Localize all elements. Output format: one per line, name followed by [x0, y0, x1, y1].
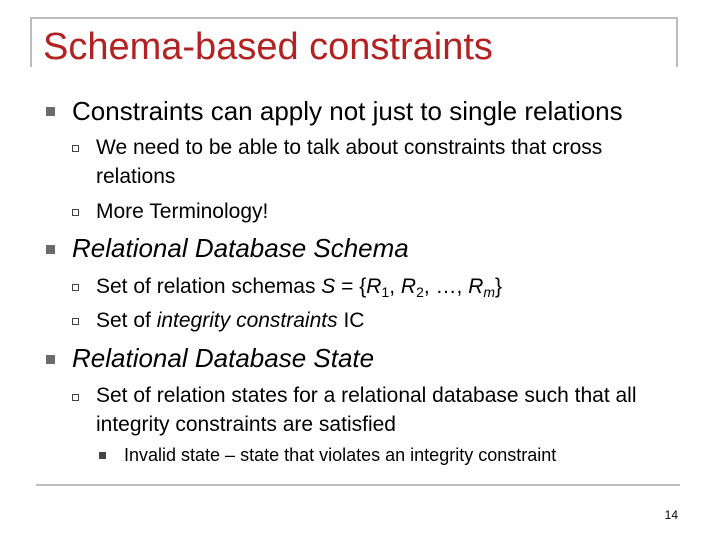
square-bullet-icon [46, 355, 55, 364]
hollow-square-bullet-icon [72, 209, 79, 216]
bullet-db-schema: Relational Database Schema [72, 233, 409, 263]
bullet-db-state: Relational Database State [72, 343, 375, 373]
sub-bullet-relation-schemas: Set of relation schemas $S = \{R_1$, $R_2$, …, $R_m$} [96, 275, 503, 300]
sub-bullet-cross-relations: We need to be able to talk about constraints that cross relations [96, 136, 603, 188]
square-bullet-icon [99, 452, 106, 459]
square-bullet-icon [46, 245, 55, 254]
footer-rule [36, 484, 680, 486]
page-number: 14 [664, 508, 678, 522]
square-bullet-icon [46, 107, 55, 116]
hollow-square-bullet-icon [72, 145, 79, 152]
hollow-square-bullet-icon [72, 284, 79, 291]
title-frame-top [30, 17, 678, 19]
title-frame-right [676, 17, 678, 67]
sub-bullet-relation-states: Set of relation states for a relational database such that all integrity constraints are satisfied [96, 384, 637, 436]
sub-sub-bullet-invalid-state: Invalid state – state that violates an integrity constraint [124, 445, 557, 465]
sub-bullet-more-terminology: More Terminology! [96, 200, 269, 223]
slide-title: Schema-based constraints [43, 26, 493, 68]
hollow-square-bullet-icon [72, 318, 79, 325]
sub-bullet-integrity-constraints: Set of integrity constraints IC [96, 309, 365, 332]
title-frame-left [30, 17, 32, 67]
hollow-square-bullet-icon [72, 394, 79, 401]
bullet-constraints: Constraints can apply not just to single relations [72, 96, 623, 126]
